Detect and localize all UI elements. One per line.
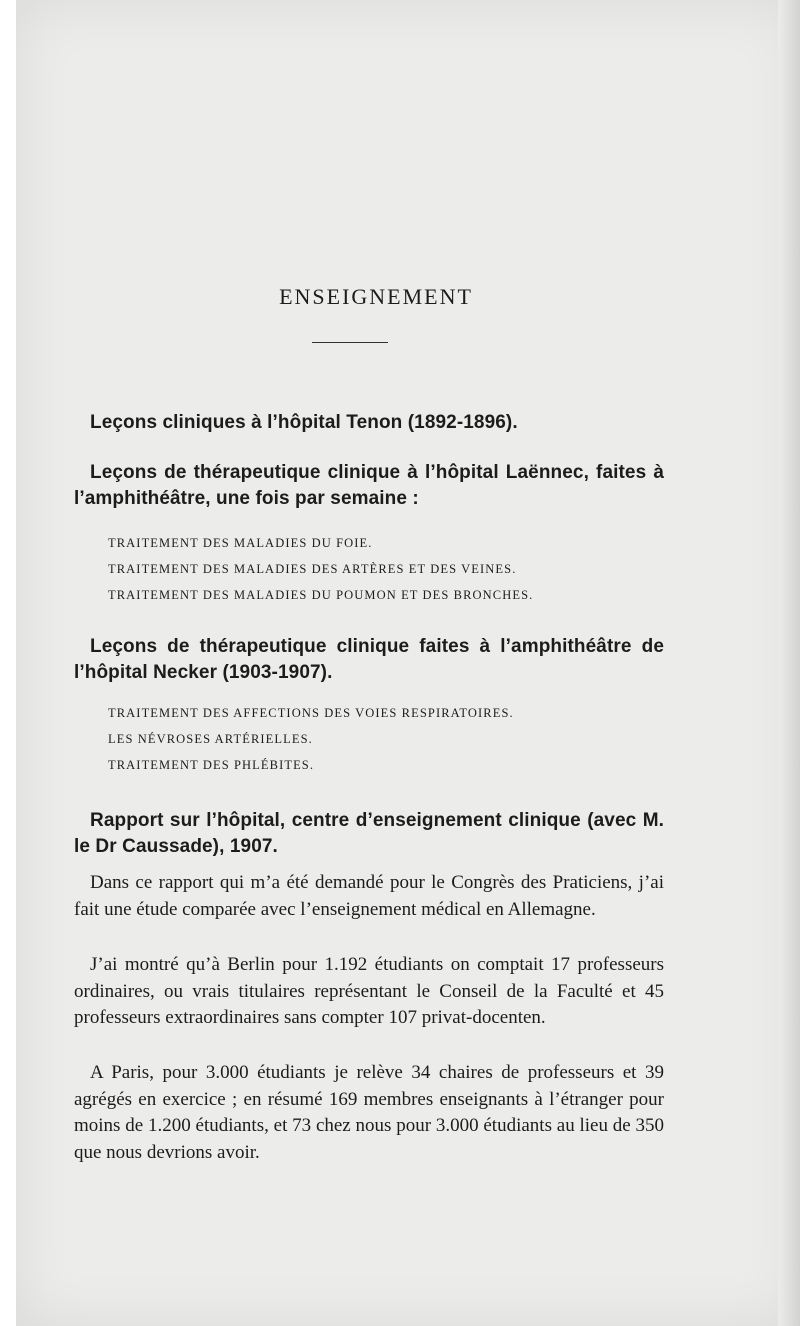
title-rule [312, 342, 388, 343]
section-laennec [74, 460, 664, 512]
paragraph-text: J’ai montré qu’à Berlin pour 1.192 étudiants on comptait 17 professeurs ordinaires, ou vrais titulaires représentant le Conseil de la Faculté et 45 professeurs extraordinaires sans compter 107 privat-docenten. [74, 954, 664, 1028]
paragraph-text: Dans ce rapport qui m’a été demandé pour le Congrès des Praticiens, j’ai fait une étude comparée avec l’enseignement médical en Allemagne. [74, 872, 664, 920]
lesson-item: TRAITEMENT DES AFFECTIONS DES VOIES RESPIRATOIRES. [108, 706, 514, 720]
paragraph [74, 952, 664, 1032]
page-title: ENSEIGNEMENT [279, 284, 473, 309]
section-rapport [74, 808, 664, 860]
section-heading: Rapport sur l’hôpital, centre d’enseignement clinique (avec M. le Dr Caussade), 1907. [74, 810, 664, 857]
paragraph [74, 870, 664, 923]
section-necker-items [74, 700, 664, 778]
section-heading: Leçons cliniques à l’hôpital Tenon (1892-1896). [90, 412, 518, 433]
section-tenon [74, 410, 664, 436]
lesson-item: TRAITEMENT DES MALADIES DES ARTÈRES ET DES VEINES. [108, 562, 517, 576]
lesson-item: LES NÉVROSES ARTÉRIELLES. [108, 732, 313, 746]
lesson-item: TRAITEMENT DES MALADIES DU FOIE. [108, 536, 373, 550]
section-heading: Leçons de thérapeutique clinique à l’hôpital Laënnec, faites à l’amphithéâtre, une fois par semaine : [74, 462, 664, 509]
lesson-item: TRAITEMENT DES MALADIES DU POUMON ET DES BRONCHES. [108, 588, 534, 602]
section-heading: Leçons de thérapeutique clinique faites à l’amphithéâtre de l’hôpital Necker (1903-1907). [74, 636, 664, 683]
page-edge-shadow [778, 0, 800, 1326]
paragraph-text: A Paris, pour 3.000 étudiants je relève 34 chaires de professeurs et 39 agrégés en exercice ; en résumé 169 membres enseignants à l’étranger pour moins de 1.200 étudiants, et 73 chez nous pour 3.000 étudiants au lieu de 350 que nous devrions avoir. [74, 1062, 664, 1163]
section-laennec-items [74, 530, 664, 608]
section-necker [74, 634, 664, 686]
paragraph [74, 1060, 664, 1166]
lesson-item: TRAITEMENT DES PHLÉBITES. [108, 758, 315, 772]
